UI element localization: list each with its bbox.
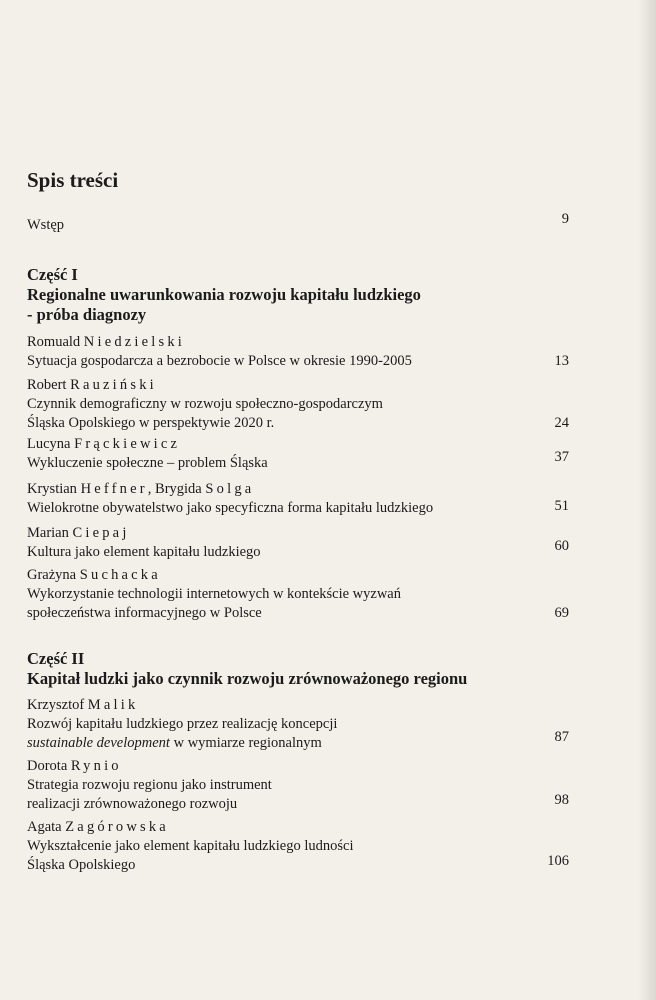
author-first-name: Brygida — [155, 481, 202, 497]
author-first-name: Agata — [27, 819, 62, 835]
entry-title: Sytuacja gospodarcza a bezrobocie w Polsce w okresie 1990-2005 — [27, 353, 412, 369]
entry-title: Wykształcenie jako element kapitału ludzkiego ludności — [27, 838, 354, 854]
author-first-name: Robert — [27, 377, 67, 393]
entry-title: Strategia rozwoju regionu jako instrument — [27, 777, 272, 793]
author-last-name: Niedzielski — [83, 334, 186, 350]
author-first-name: Romuald — [27, 334, 81, 350]
part-title-line: Regionalne uwarunkowania rozwoju kapitału ludzkiego — [27, 285, 421, 304]
entry-author — [27, 818, 567, 837]
page-number: 87 — [554, 729, 569, 745]
page-number: 24 — [554, 415, 569, 431]
toc-title: Spis treści — [27, 168, 119, 192]
toc-entry — [27, 435, 567, 473]
entry-title: społeczeństwa informacyjnego w Polsce — [27, 605, 262, 621]
part-label: Część I — [27, 265, 78, 284]
entry-title: Czynnik demograficzny w rozwoju społeczno-gospodarczym — [27, 396, 383, 412]
entry-author — [27, 376, 567, 395]
part-label: Część II — [27, 649, 85, 668]
entry-title: realizacji zrównoważonego rozwoju — [27, 796, 238, 812]
entry-title: Wstęp — [27, 217, 65, 233]
entry-author — [27, 566, 567, 585]
entry-author: Krystian Heffner, Brygida Solga — [27, 481, 255, 497]
author-last-name: Rauziński — [70, 377, 157, 393]
author-first-name: Krystian — [27, 481, 77, 497]
author-first-name: Grażyna — [27, 567, 77, 583]
toc-entry — [27, 818, 567, 875]
entry-title: Rozwój kapitału ludzkiego przez realizację koncepcji — [27, 716, 338, 732]
page-number: 106 — [547, 853, 569, 869]
entry-title: Wykorzystanie technologii internetowych w kontekście wyzwań — [27, 586, 401, 602]
entry-title-rest: w wymiarze regionalnym — [169, 735, 322, 751]
entry-title: Śląska Opolskiego — [27, 857, 136, 873]
entry-author — [27, 757, 567, 776]
page-number: 37 — [554, 449, 569, 465]
toc-entry — [27, 480, 567, 518]
entry-title: Kultura jako element kapitału ludzkiego — [27, 544, 261, 560]
author-last-name: Solga — [205, 481, 255, 497]
part-title-line: - próba diagnozy — [27, 305, 147, 324]
page-number: 13 — [554, 353, 569, 369]
entry-author — [27, 696, 567, 715]
author-first-name: Dorota — [27, 758, 68, 774]
entry-title — [27, 734, 567, 753]
entry-title: Śląska Opolskiego w perspektywie 2020 r. — [27, 415, 275, 431]
toc-entry — [27, 376, 567, 433]
author-last-name: Heffner — [80, 481, 148, 497]
part-heading — [27, 649, 587, 689]
author-last-name: Suchacka — [79, 567, 161, 583]
entry-author — [27, 435, 567, 454]
page-number: 9 — [561, 211, 569, 227]
author-last-name: Ciepaj — [72, 525, 130, 541]
page-number: 98 — [554, 792, 569, 808]
author-last-name: Zagórowska — [65, 819, 169, 835]
entry-title-italic: sustainable development — [27, 735, 170, 751]
part-title-line: Kapitał ludzki jako czynnik rozwoju zrównoważonego regionu — [27, 669, 468, 688]
entry-author — [27, 333, 567, 352]
author-last-name: Frąckiewicz — [74, 436, 181, 452]
page-edge-shadow — [638, 0, 656, 1000]
author-first-name: Krzysztof — [27, 697, 85, 713]
author-last-name: Rynio — [70, 758, 122, 774]
page-number: 69 — [554, 605, 569, 621]
entry-title: Wykluczenie społeczne – problem Śląska — [27, 455, 268, 471]
toc-entry — [27, 524, 567, 562]
toc-entry-intro — [27, 211, 569, 235]
toc-entry — [27, 333, 567, 371]
toc-entry — [27, 566, 567, 623]
part-heading — [27, 265, 587, 325]
page-number: 51 — [554, 498, 569, 514]
entry-title: Wielokrotne obywatelstwo jako specyficzna forma kapitału ludzkiego — [27, 500, 434, 516]
toc-entry — [27, 757, 567, 814]
author-first-name: Marian — [27, 525, 69, 541]
page-number: 60 — [554, 538, 569, 554]
entry-author — [27, 524, 567, 543]
author-last-name: Malik — [87, 697, 139, 713]
toc-entry — [27, 696, 567, 753]
author-first-name: Lucyna — [27, 436, 71, 452]
